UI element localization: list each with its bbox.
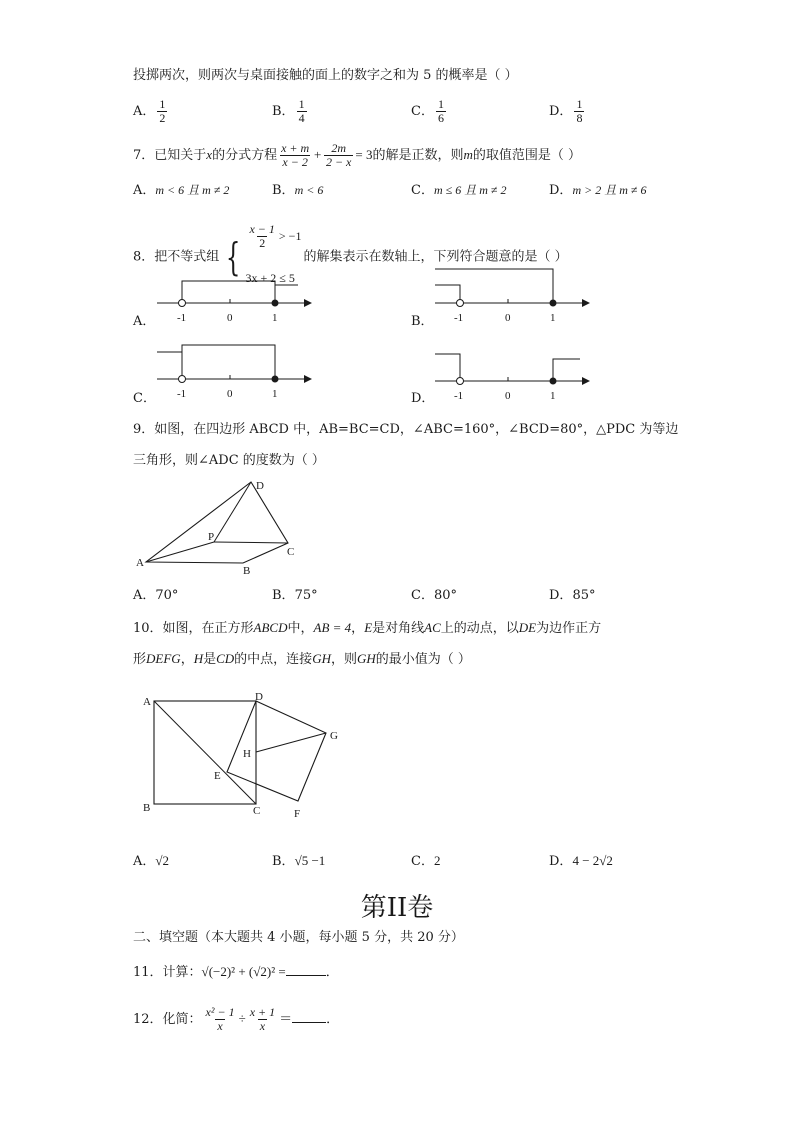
q9-option-b[interactable] (272, 586, 318, 606)
q10-option-b[interactable] (272, 851, 325, 872)
math-var: GH (356, 651, 376, 666)
fraction (204, 1006, 237, 1033)
option-text: 80° (433, 588, 457, 603)
closed-point (550, 378, 557, 385)
sqrt-icon: √ (155, 853, 163, 868)
label-h: H (243, 748, 251, 760)
segment-ap (146, 542, 214, 562)
segment-pd (214, 482, 251, 542)
tick-label: -1 (177, 312, 187, 324)
rhs: = 3 (355, 147, 373, 162)
q8-option-a[interactable]: A． (133, 314, 156, 329)
math-var: CD (216, 651, 235, 666)
option-letter: B． (272, 183, 295, 198)
arrow-icon (304, 375, 312, 383)
q9-option-d[interactable] (549, 586, 595, 606)
q10-text: 中， (287, 621, 314, 636)
q11-text: 11．计算： (133, 965, 202, 980)
square-defg (227, 701, 326, 801)
option-text: 70° (155, 588, 179, 603)
q10-text: ， (351, 621, 365, 636)
tick-label: 0 (227, 388, 233, 400)
q6-option-c[interactable] (411, 98, 448, 125)
solution-ray (435, 285, 460, 303)
q10-option-c[interactable] (411, 851, 440, 872)
numerator: x − 1 (249, 221, 275, 236)
q7-text: 7．已知关于 (133, 148, 207, 163)
arrow-icon (582, 299, 590, 307)
number-line-a (152, 268, 312, 328)
radicand: 2 (260, 964, 267, 979)
option-text: m < 6 且 m ≠ 2 (155, 183, 230, 197)
q9-option-c[interactable] (411, 586, 457, 606)
fraction (324, 142, 353, 169)
q6-option-d[interactable] (549, 98, 586, 125)
q10-text: 形 (133, 652, 147, 667)
denominator: 8 (576, 111, 583, 125)
fraction (436, 98, 446, 125)
numerator: 2m (331, 141, 346, 155)
q8-text: 8．把不等式组 (133, 249, 220, 265)
label-c: C (287, 546, 295, 558)
label-p: P (208, 531, 215, 543)
q10-text: 10．如图，在正方形 (133, 621, 254, 636)
denominator: 2 (159, 111, 166, 125)
option-letter: D． (549, 183, 573, 198)
q10-line-1 (133, 618, 601, 639)
denominator: 6 (437, 111, 444, 125)
q10-text: 的最小值为（ ） (375, 652, 471, 667)
q10-text: 为边作正方 (536, 621, 602, 636)
denominator: x − 2 (282, 155, 308, 169)
segment-pc (214, 542, 288, 543)
numerator: x² − 1 (205, 1005, 235, 1019)
q8-text: 的解集表示在数轴上，下列符合题意的是（ ） (303, 249, 568, 265)
math-var: GH (312, 651, 331, 666)
label-d: D (256, 480, 264, 492)
numerator: x + m (281, 141, 310, 155)
option-letter: C． (411, 588, 434, 603)
sqrt-icon: √ (294, 853, 302, 868)
numerator: 1 (576, 97, 583, 111)
label-b: B (143, 802, 151, 814)
option-letter: A． (133, 854, 156, 869)
section-heading: 二、填空题（本大题共 4 小题，每小题 5 分，共 20 分） (133, 930, 464, 945)
open-point (179, 300, 186, 307)
tick-label: 1 (550, 390, 556, 402)
option-suffix: −1 (308, 853, 326, 868)
tick-label: -1 (454, 390, 464, 402)
q7-option-b[interactable] (272, 180, 323, 201)
q11-line (133, 962, 339, 983)
tick-label: -1 (177, 388, 187, 400)
q11-text: ． (325, 965, 339, 980)
label-f: F (294, 808, 301, 820)
numerator: 1 (159, 97, 166, 111)
operator: + ( (235, 964, 254, 979)
q12-text: 12．化简： (133, 1012, 202, 1027)
open-point (457, 378, 464, 385)
denominator: x (259, 1019, 266, 1033)
solution-bracket (182, 345, 275, 379)
option-letter: C． (411, 854, 434, 869)
math-var: AC (424, 620, 441, 635)
option-text: m < 6 (294, 183, 324, 197)
closed-point (272, 376, 279, 383)
q6-option-a[interactable] (133, 98, 169, 125)
option-text: 75° (294, 588, 318, 603)
q9-line-2: 三角形，则∠ADC 的度数为（ ） (133, 453, 325, 468)
label-e: E (214, 770, 221, 782)
option-letter: B． (272, 104, 295, 119)
q10-text: 上的动点，以 (440, 621, 519, 636)
closed-point (272, 300, 279, 307)
q7-option-a[interactable] (133, 180, 229, 201)
fraction (248, 1006, 277, 1033)
tick-label: 1 (272, 312, 278, 324)
radicand: 5 (301, 853, 309, 868)
q10-text: 是 (203, 652, 217, 667)
q6-option-b[interactable] (272, 98, 309, 125)
inequality-2: 3x + 2 ≤ 5 (245, 271, 295, 285)
q8-option-b[interactable]: B． (411, 314, 434, 329)
closed-point (550, 300, 557, 307)
q10-text: ，则 (330, 652, 357, 667)
number-line-c (152, 344, 312, 404)
q7-text: 的分式方程 (212, 148, 278, 163)
q10-line-2 (133, 649, 471, 670)
var-m: m (463, 147, 473, 162)
q12-line (133, 1004, 339, 1035)
solution-ray (553, 359, 580, 381)
q9-line-1: 9．如图，在四边形 ABCD 中，AB=BC=CD，∠ABC=160°，∠BCD=80°，△PDC 为等边 (133, 422, 679, 437)
diagonal-ac (154, 701, 256, 804)
q7-option-d[interactable] (549, 180, 646, 201)
denominator: 4 (298, 111, 305, 125)
number-line-b (430, 268, 590, 328)
option-letter: A． (133, 588, 156, 603)
solution-ray (435, 354, 460, 381)
option-text: m > 2 且 m ≠ 6 (572, 183, 647, 197)
tick-label: 0 (505, 312, 511, 324)
fraction (279, 142, 311, 169)
q10-text: 是对角线 (372, 621, 425, 636)
number-line-d (430, 346, 590, 406)
math-var: DEFG (146, 651, 181, 666)
option-prefix: 4 − 2 (572, 853, 600, 868)
answer-blank[interactable] (292, 1009, 326, 1023)
option-text: m ≤ 6 且 m ≠ 2 (433, 183, 507, 197)
q7-text: 的解是正数，则 (372, 148, 464, 163)
label-a: A (143, 696, 151, 708)
fraction (574, 98, 584, 125)
label-c: C (253, 805, 261, 817)
q10-text: 的中点，连接 (234, 652, 313, 667)
math-var: AB = 4 (313, 620, 352, 635)
option-letter: C． (411, 104, 434, 119)
solution-ray (435, 269, 553, 303)
denominator: 2 (259, 235, 266, 250)
radicand: 2 (162, 853, 170, 868)
math-var: DE (518, 620, 537, 635)
denominator: x (217, 1019, 223, 1033)
sqrt-icon: √ (253, 964, 261, 979)
q9-option-a[interactable] (133, 586, 178, 606)
answer-blank[interactable] (286, 962, 326, 976)
q10-figure (138, 688, 348, 823)
math-var: E (364, 620, 373, 635)
operator: )² = (266, 964, 286, 979)
tick-label: 1 (550, 312, 556, 324)
tick-label: -1 (454, 312, 464, 324)
option-letter: D． (549, 854, 573, 869)
option-letter: A． (133, 183, 156, 198)
tick-label: 0 (505, 390, 511, 402)
q6-stem: 投掷两次，则两次与桌面接触的面上的数字之和为 5 的概率是（ ） (133, 68, 518, 83)
sqrt-icon: √ (201, 964, 209, 979)
denominator: 2 − x (325, 155, 352, 169)
tick-label: 0 (227, 312, 233, 324)
open-point (179, 376, 186, 383)
option-letter: B． (272, 588, 295, 603)
radicand: 2 (606, 853, 613, 868)
radicand: (−2)² (208, 964, 236, 979)
inequality-rhs: > −1 (278, 229, 302, 243)
q10-text: ， (180, 652, 194, 667)
brace: { (226, 235, 241, 279)
q10-option-d[interactable] (549, 851, 613, 872)
q7-text: 的取值范围是（ ） (472, 148, 582, 163)
segment-gh (256, 733, 326, 752)
numerator: 1 (437, 97, 444, 111)
option-letter: D． (549, 588, 573, 603)
option-text: 2 (433, 853, 441, 868)
q8-option-d[interactable]: D． (411, 391, 435, 406)
label-b: B (243, 565, 251, 577)
numerator: 1 (298, 97, 305, 111)
label-d: D (255, 691, 263, 703)
equals-sign: ＝ (279, 1012, 293, 1027)
tick-label: 1 (272, 388, 278, 400)
option-text: 85° (572, 588, 596, 603)
math-var: ABCD (253, 620, 288, 635)
q10-option-a[interactable] (133, 851, 169, 872)
fraction (297, 98, 307, 125)
numerator: x + 1 (249, 1005, 276, 1019)
plus-sign: + (313, 147, 322, 162)
open-point (457, 300, 464, 307)
q7-option-c[interactable] (411, 180, 506, 201)
q12-text: ． (326, 1012, 340, 1027)
solution-ray (275, 285, 298, 303)
option-letter: C． (411, 183, 434, 198)
section-title: 第II卷 (360, 893, 434, 923)
option-letter: B． (272, 854, 295, 869)
q7-stem (133, 142, 581, 169)
option-letter: D． (549, 104, 573, 119)
divide-sign: ÷ (238, 1011, 246, 1026)
fraction (157, 98, 167, 125)
math-var: H (193, 651, 204, 666)
q8-option-c[interactable]: C． (133, 391, 156, 406)
fraction (247, 223, 276, 250)
arrow-icon (582, 377, 590, 385)
var-x: x (206, 147, 213, 162)
label-g: G (330, 730, 338, 742)
solution-bracket (182, 281, 275, 303)
sqrt-icon: √ (599, 853, 607, 868)
quadrilateral-abcd (146, 482, 288, 563)
option-letter: A． (133, 104, 156, 119)
arrow-icon (304, 299, 312, 307)
label-a: A (136, 557, 144, 569)
q9-figure (130, 474, 320, 579)
